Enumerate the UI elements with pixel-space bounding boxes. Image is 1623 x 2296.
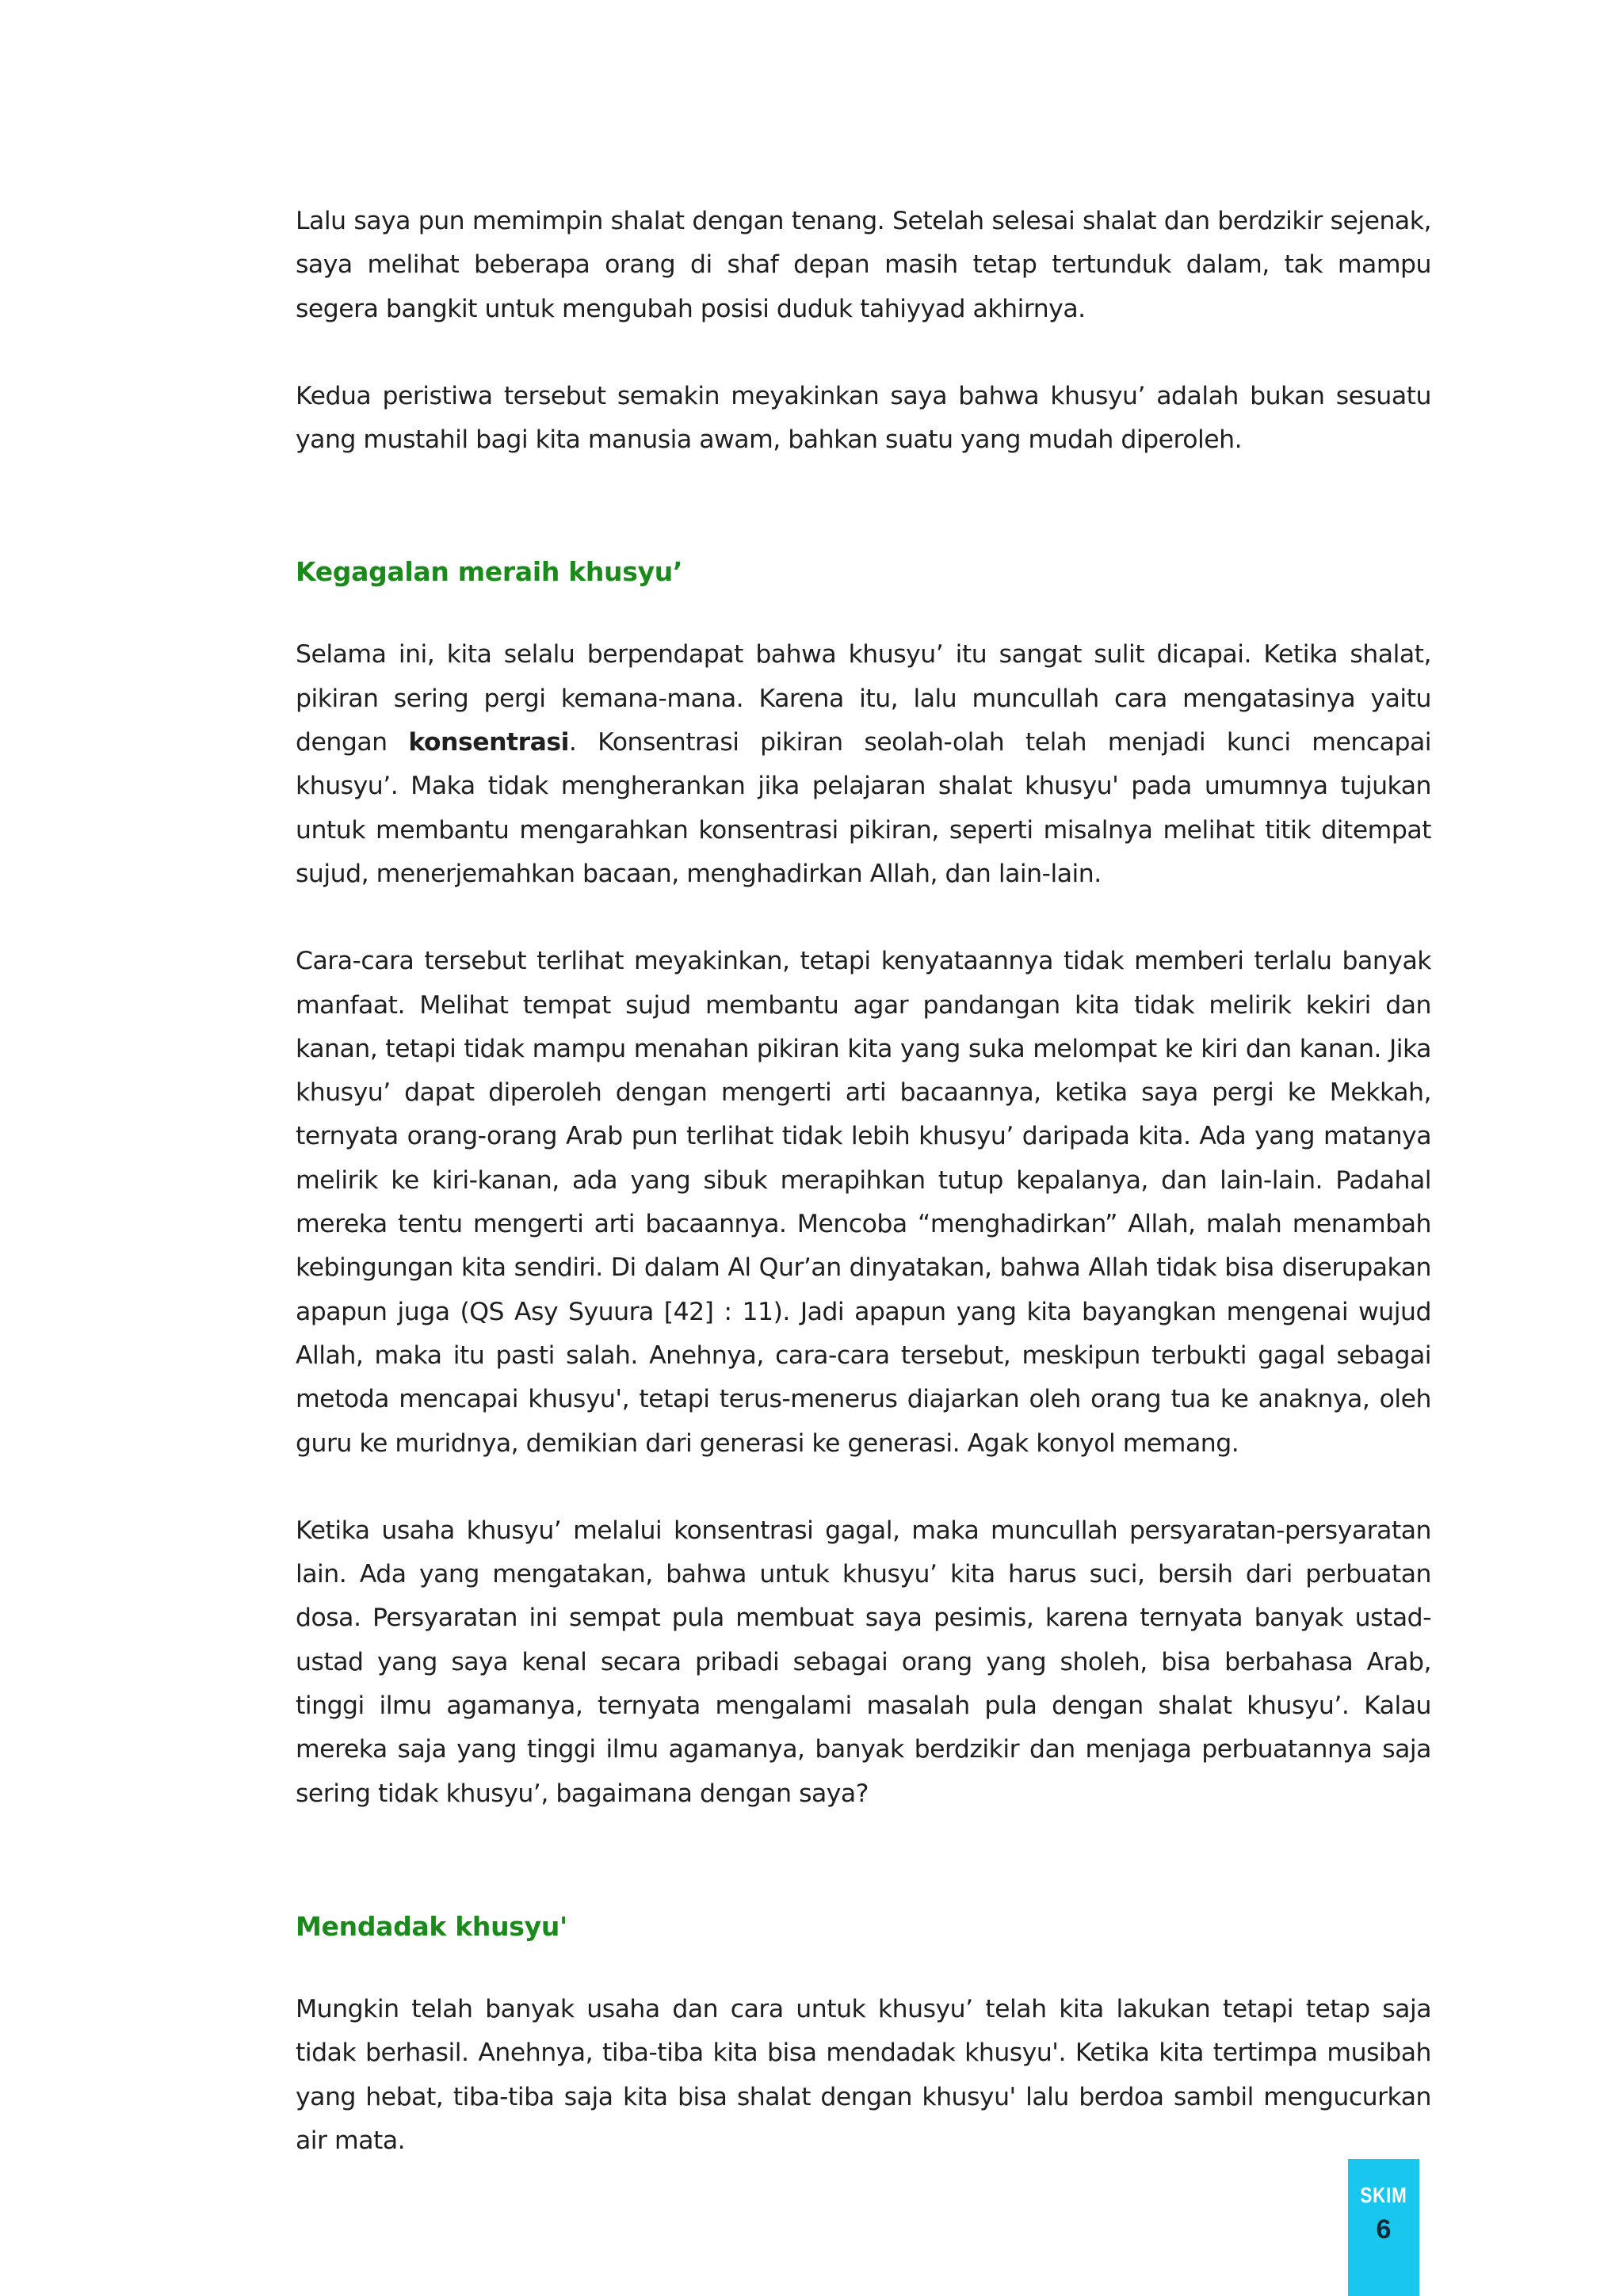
paragraph-2: Kedua peristiwa tersebut semakin meyakinkan saya bahwa khusyu’ adalah bukan sesuatu yang mustahil bagi kita manusia awam, bahkan suatu yang mudah diperoleh. bbox=[296, 381, 1431, 455]
document-body bbox=[296, 200, 1431, 2163]
section-heading-kegagalan: Kegagalan meraih khusyu’ bbox=[296, 556, 683, 588]
paragraph-3 bbox=[296, 633, 1431, 896]
paragraph-3-bold-term: konsentrasi bbox=[408, 728, 569, 757]
section-heading-mendadak: Mendadak khusyu' bbox=[296, 1910, 567, 1942]
paragraph-5: Ketika usaha khusyu’ melalui konsentrasi gagal, maka muncullah persyaratan-persyaratan lain. Ada yang mengatakan, bahwa untuk khusyu’ kita harus suci, bersih dari perbuatan dosa. Persyaratan ini sempat pula membuat saya pesimis, karena ternyata banyak ustad-ustad yang saya kenal secara pribadi sebagai orang yang sholeh, bisa berbahasa Arab, tinggi ilmu agamanya, ternyata mengalami masalah pula dengan shalat khusyu’. Kalau mereka saja yang tinggi ilmu agamanya, banyak berdzikir dan menjaga perbuatannya saja sering tidak khusyu’, bagaimana dengan saya? bbox=[296, 1516, 1431, 1808]
brand-label: SKIM bbox=[1360, 2183, 1407, 2207]
paragraph-3-part-1: Selama ini, kita selalu berpendapat bahwa khusyu’ itu sangat sulit dicapai. Ketika shalat, pikiran sering pergi kemana-mana. Karena itu, lalu muncullah cara mengatasinya yaitu dengan bbox=[296, 640, 1431, 757]
page-number: 6 bbox=[1376, 2214, 1392, 2245]
paragraph-1: Lalu saya pun memimpin shalat dengan tenang. Setelah selesai shalat dan berdzikir sejenak, saya melihat beberapa orang di shaf depan masih tetap tertunduk dalam, tak mampu segera bangkit untuk mengubah posisi duduk tahiyyad akhirnya. bbox=[296, 207, 1431, 323]
paragraph-6: Mungkin telah banyak usaha dan cara untuk khusyu’ telah kita lakukan tetapi tetap saja tidak berhasil. Anehnya, tiba-tiba kita bisa mendadak khusyu'. Ketika kita tertimpa musibah yang hebat, tiba-tiba saja kita bisa shalat dengan khusyu' lalu berdoa sambil mengucurkan air mata. bbox=[296, 1994, 1431, 2155]
page-number-badge bbox=[1348, 2159, 1419, 2296]
paragraph-4: Cara-cara tersebut terlihat meyakinkan, tetapi kenyataannya tidak memberi terlalu banyak manfaat. Melihat tempat sujud membantu agar pandangan kita tidak melirik kekiri dan kanan, tetapi tidak mampu menahan pikiran kita yang suka melompat ke kiri dan kanan. Jika khusyu’ dapat diperoleh dengan mengerti arti bacaannya, ketika saya pergi ke Mekkah, ternyata orang-orang Arab pun terlihat tidak lebih khusyu’ daripada kita. Ada yang matanya melirik ke kiri-kanan, ada yang sibuk merapihkan tutup kepalanya, dan lain-lain. Padahal mereka tentu mengerti arti bacaannya. Mencoba “menghadirkan” Allah, malah menambah kebingungan kita sendiri. Di dalam Al Qur’an dinyatakan, bahwa Allah tidak bisa diserupakan apapun juga (QS Asy Syuura [42] : 11). Jadi apapun yang kita bayangkan mengenai wujud Allah, maka itu pasti salah. Anehnya, cara-cara tersebut, meskipun terbukti gagal sebagai metoda mencapai khusyu', tetapi terus-menerus diajarkan oleh orang tua ke anaknya, oleh guru ke muridnya, demikian dari generasi ke generasi. Agak konyol memang. bbox=[296, 947, 1431, 1458]
paragraph-3-part-2: . Konsentrasi pikiran seolah-olah telah menjadi kunci mencapai khusyu’. Maka tidak mengherankan jika pelajaran shalat khusyu' pada umumnya tujukan untuk membantu mengarahkan konsentrasi pikiran, seperti misalnya melihat titik ditempat sujud, menerjemahkan bacaan, menghadirkan Allah, dan lain-lain. bbox=[296, 728, 1431, 888]
